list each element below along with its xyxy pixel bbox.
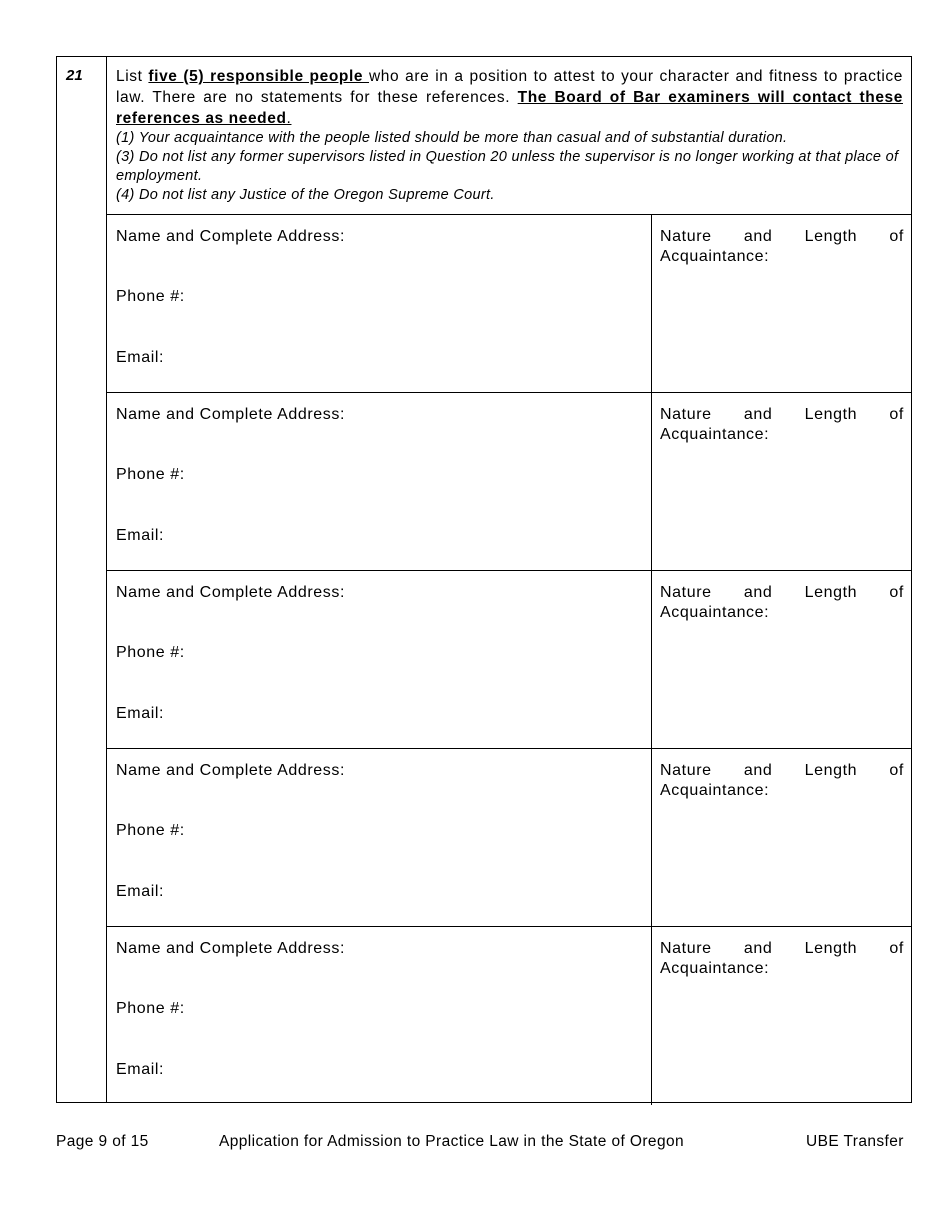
email-label: Email: bbox=[116, 527, 165, 544]
acquaintance-word: Acquaintance: bbox=[660, 604, 770, 621]
acquaintance-word: Acquaintance: bbox=[660, 426, 770, 443]
and-word: and bbox=[743, 940, 773, 957]
and-word: and bbox=[743, 406, 773, 423]
of-word: of bbox=[889, 584, 904, 601]
nature-word: Nature bbox=[660, 940, 712, 957]
length-word: Length bbox=[804, 584, 858, 601]
phone-label: Phone #: bbox=[116, 466, 185, 483]
question-content-column bbox=[107, 57, 911, 1102]
name-address-label: Name and Complete Address: bbox=[116, 228, 346, 245]
reference-acquaintance-cell[interactable] bbox=[652, 927, 911, 1105]
acquaintance-word: Acquaintance: bbox=[660, 782, 770, 799]
acquaintance-word: Acquaintance: bbox=[660, 960, 770, 977]
name-address-label: Name and Complete Address: bbox=[116, 940, 346, 957]
nature-word: Nature bbox=[660, 584, 712, 601]
nature-length-label bbox=[660, 761, 904, 801]
question-intro bbox=[116, 66, 903, 129]
phone-label: Phone #: bbox=[116, 1000, 185, 1017]
nature-length-label bbox=[660, 227, 904, 267]
nature-length-label bbox=[660, 939, 904, 979]
and-word: and bbox=[743, 228, 773, 245]
name-address-label: Name and Complete Address: bbox=[116, 406, 346, 423]
email-label: Email: bbox=[116, 705, 165, 722]
intro-emphasis-2: The Board of Bar examiners will contact these references as needed bbox=[116, 89, 903, 127]
email-label: Email: bbox=[116, 883, 165, 900]
reference-block-5 bbox=[107, 927, 911, 1105]
intro-text-3: . bbox=[286, 110, 292, 127]
nature-word: Nature bbox=[660, 762, 712, 779]
reference-acquaintance-cell[interactable] bbox=[652, 571, 911, 748]
reference-contact-cell[interactable] bbox=[107, 927, 652, 1105]
intro-emphasis-1: five (5) responsible people bbox=[148, 68, 370, 85]
name-address-label: Name and Complete Address: bbox=[116, 584, 346, 601]
length-word: Length bbox=[804, 940, 858, 957]
length-word: Length bbox=[804, 228, 858, 245]
nature-word: Nature bbox=[660, 406, 712, 423]
reference-block-3 bbox=[107, 571, 911, 749]
nature-word: Nature bbox=[660, 228, 712, 245]
footer-application-type: UBE Transfer bbox=[806, 1133, 904, 1150]
email-label: Email: bbox=[116, 1061, 165, 1078]
note-4: (4) Do not list any Justice of the Oregon Supreme Court. bbox=[116, 187, 495, 203]
of-word: of bbox=[889, 228, 904, 245]
question-number: 21 bbox=[66, 67, 83, 84]
note-3: (3) Do not list any former supervisors listed in Question 20 unless the supervisor is no longer working at that place of employment. bbox=[116, 149, 899, 184]
of-word: of bbox=[889, 762, 904, 779]
reference-block-2 bbox=[107, 393, 911, 571]
phone-label: Phone #: bbox=[116, 288, 185, 305]
phone-label: Phone #: bbox=[116, 644, 185, 661]
intro-text-2: who are in a position to attest to your character and fitness to practice law. There are no statements for these references. bbox=[116, 68, 903, 106]
name-address-label: Name and Complete Address: bbox=[116, 762, 346, 779]
length-word: Length bbox=[804, 406, 858, 423]
question-instructions bbox=[107, 57, 911, 215]
of-word: of bbox=[889, 940, 904, 957]
nature-length-label bbox=[660, 583, 904, 623]
reference-acquaintance-cell[interactable] bbox=[652, 393, 911, 570]
reference-contact-cell[interactable] bbox=[107, 571, 652, 748]
nature-length-label bbox=[660, 405, 904, 445]
and-word: and bbox=[743, 584, 773, 601]
and-word: and bbox=[743, 762, 773, 779]
question-number-column bbox=[57, 57, 107, 1102]
reference-contact-cell[interactable] bbox=[107, 749, 652, 926]
footer-page-number: Page 9 of 15 bbox=[56, 1133, 149, 1150]
acquaintance-word: Acquaintance: bbox=[660, 248, 770, 265]
reference-block-1 bbox=[107, 215, 911, 393]
footer-document-title: Application for Admission to Practice Law in the State of Oregon bbox=[219, 1133, 685, 1150]
reference-acquaintance-cell[interactable] bbox=[652, 215, 911, 392]
reference-contact-cell[interactable] bbox=[107, 215, 652, 392]
references-form-table bbox=[56, 56, 912, 1103]
of-word: of bbox=[889, 406, 904, 423]
reference-acquaintance-cell[interactable] bbox=[652, 749, 911, 926]
email-label: Email: bbox=[116, 349, 165, 366]
intro-text-1: List bbox=[116, 68, 149, 85]
note-1: (1) Your acquaintance with the people listed should be more than casual and of substantial duration. bbox=[116, 130, 788, 146]
length-word: Length bbox=[804, 762, 858, 779]
phone-label: Phone #: bbox=[116, 822, 185, 839]
reference-block-4 bbox=[107, 749, 911, 927]
reference-contact-cell[interactable] bbox=[107, 393, 652, 570]
